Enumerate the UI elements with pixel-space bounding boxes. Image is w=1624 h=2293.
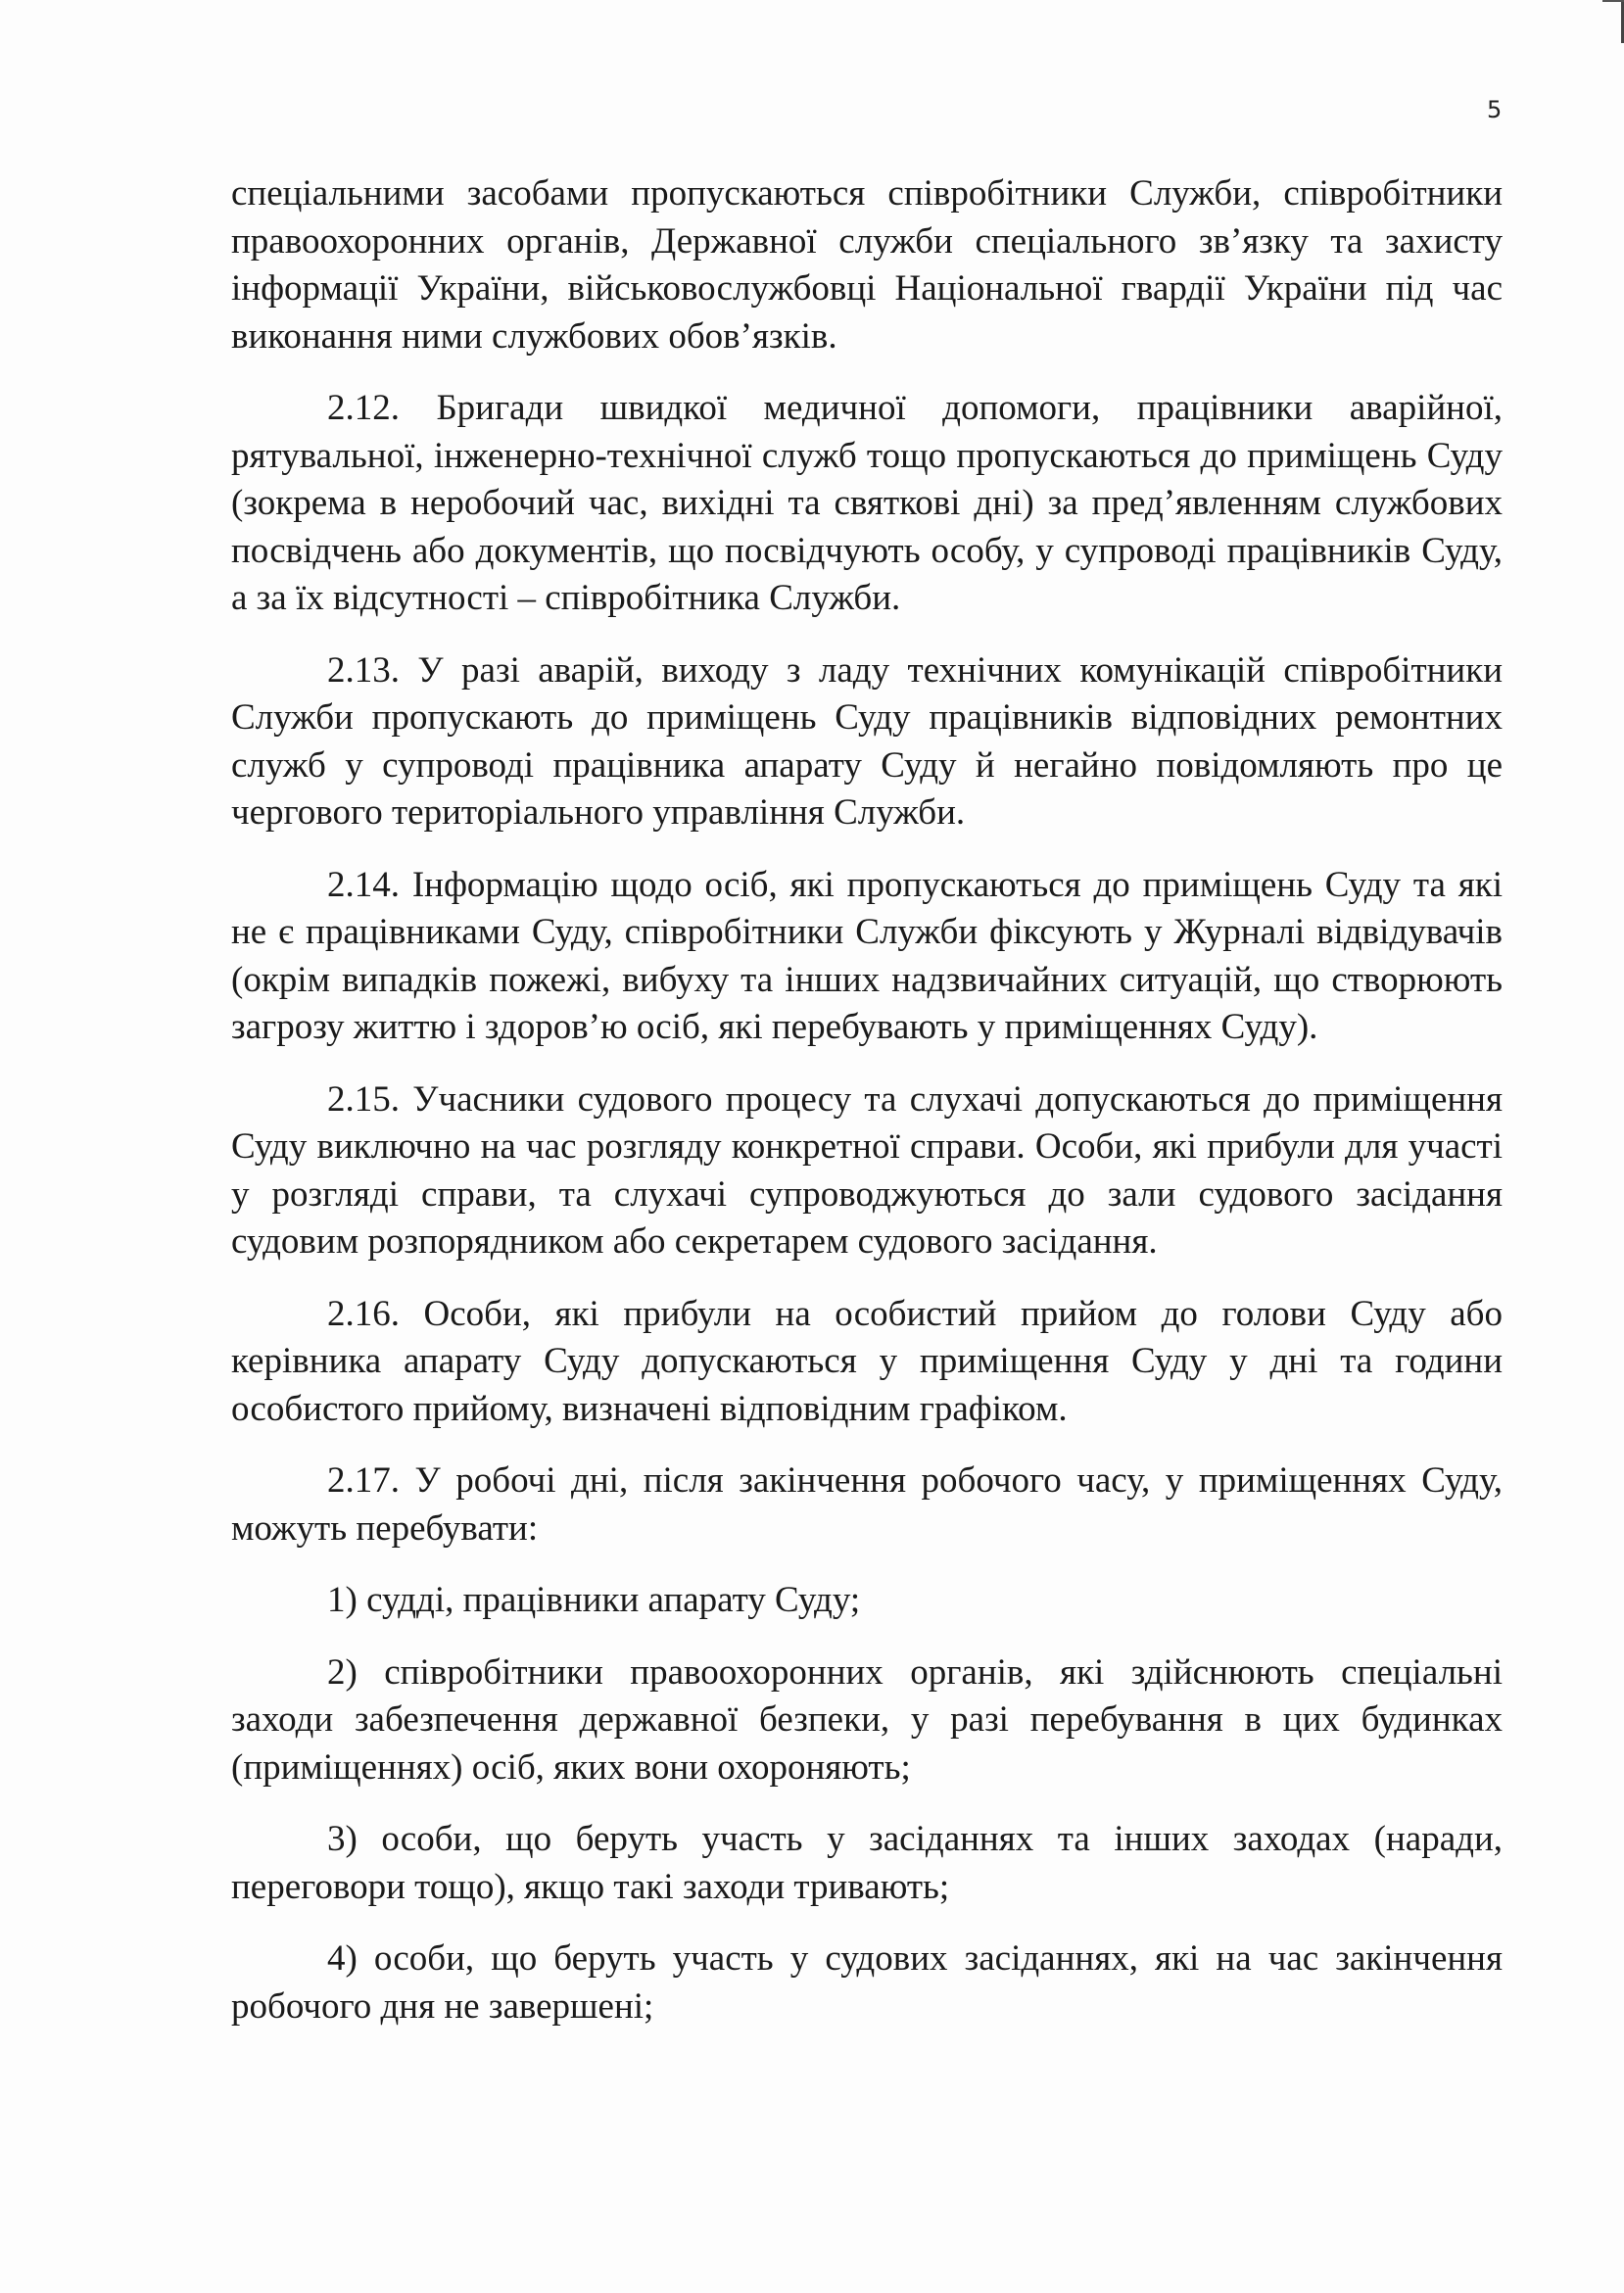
paragraph-2-17: 2.17. У робочі дні, після закінчення робочого часу, у приміщеннях Суду, можуть перебувати:	[231, 1460, 1503, 1549]
paragraph-2-14: 2.14. Інформацію щодо осіб, які пропускаються до приміщень Суду та які не є працівниками Суду, співробітники Служби фіксують у Журналі відвідувачів (окрім випадків пожежі, вибуху та інших надзвичайних ситуацій, що створюють загрозу життю і здоров’ю осіб, які перебувають у приміщеннях Суду).	[231, 864, 1503, 1047]
paragraph-2-15: 2.15. Учасники судового процесу та слухачі допускаються до приміщення Суду виключно на час розгляду конкретної справи. Особи, які прибули для участі у розгляді справи, та слухачі супроводжуються до зали судового засідання судовим розпорядником або секретарем судового засідання.	[231, 1078, 1503, 1262]
list-item-1: 1) судді, працівники апарату Суду;	[327, 1580, 861, 1620]
page-number: 5	[1487, 96, 1503, 123]
paragraph-2-16: 2.16. Особи, які прибули на особистий прийом до голови Суду або керівника апарату Суду допускаються у приміщення Суду у дні та години особистого прийому, визначені відповідним графіком.	[231, 1293, 1503, 1429]
list-item-3: 3) особи, що беруть участь у засіданнях та інших заходах (наради, переговори тощо), якщо такі заходи тривають;	[231, 1819, 1503, 1907]
list-item-4: 4) особи, що беруть участь у судових засіданнях, які на час закінчення робочого дня не завершені;	[231, 1938, 1503, 2027]
scan-edge-mark	[1602, 0, 1624, 41]
paragraph-continuation: спеціальними засобами пропускаються співробітники Служби, співробітники правоохоронних органів, Державної служби спеціального зв’язку та захисту інформації України, військовослужбовці Національної гвардії України під час виконання ними службових обов’язків.	[231, 173, 1503, 357]
paragraph-2-12: 2.12. Бригади швидкої медичної допомоги, працівники аварійної, рятувальної, інженерно-технічної служб тощо пропускаються до приміщень Суду (зокрема в неробочий час, вихідні та святкові дні) за пред’явленням службових посвідчень або документів, що посвідчують особу, у супроводі працівників Суду, а за їх відсутності – співробітника Служби.	[231, 388, 1503, 618]
list-item-2: 2) співробітники правоохоронних органів, які здійснюють спеціальні заходи забезпечення державної безпеки, у разі перебування в цих будинках (приміщеннях) осіб, яких вони охороняють;	[231, 1651, 1503, 1788]
paragraph-2-13: 2.13. У разі аварій, виходу з ладу технічних комунікацій співробітники Служби пропускають до приміщень Суду працівників відповідних ремонтних служб у супроводі працівника апарату Суду й негайно повідомляють про це чергового територіального управління Служби.	[231, 649, 1503, 833]
document-body	[231, 170, 1503, 2055]
